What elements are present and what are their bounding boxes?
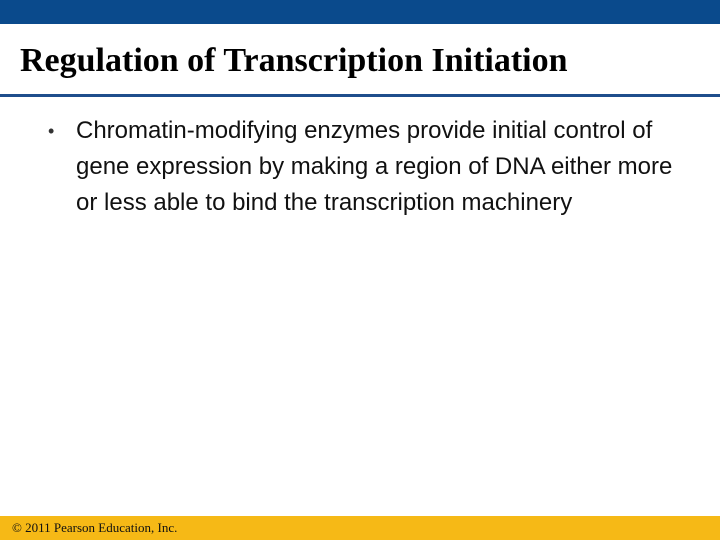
bullet-marker: •	[48, 121, 55, 141]
header-bar	[0, 0, 720, 24]
slide-content	[48, 113, 698, 221]
bullet-text: Chromatin-modifying enzymes provide initial control of gene expression by making a region of DNA either more or less able to bind the transcription machinery	[76, 117, 673, 216]
copyright-text: © 2011 Pearson Education, Inc.	[12, 520, 178, 535]
slide-title: Regulation of Transcription Initiation	[20, 42, 568, 79]
footer-bar	[0, 516, 720, 540]
title-divider	[0, 94, 720, 97]
bullet-item	[48, 113, 698, 221]
title-area	[0, 24, 720, 94]
